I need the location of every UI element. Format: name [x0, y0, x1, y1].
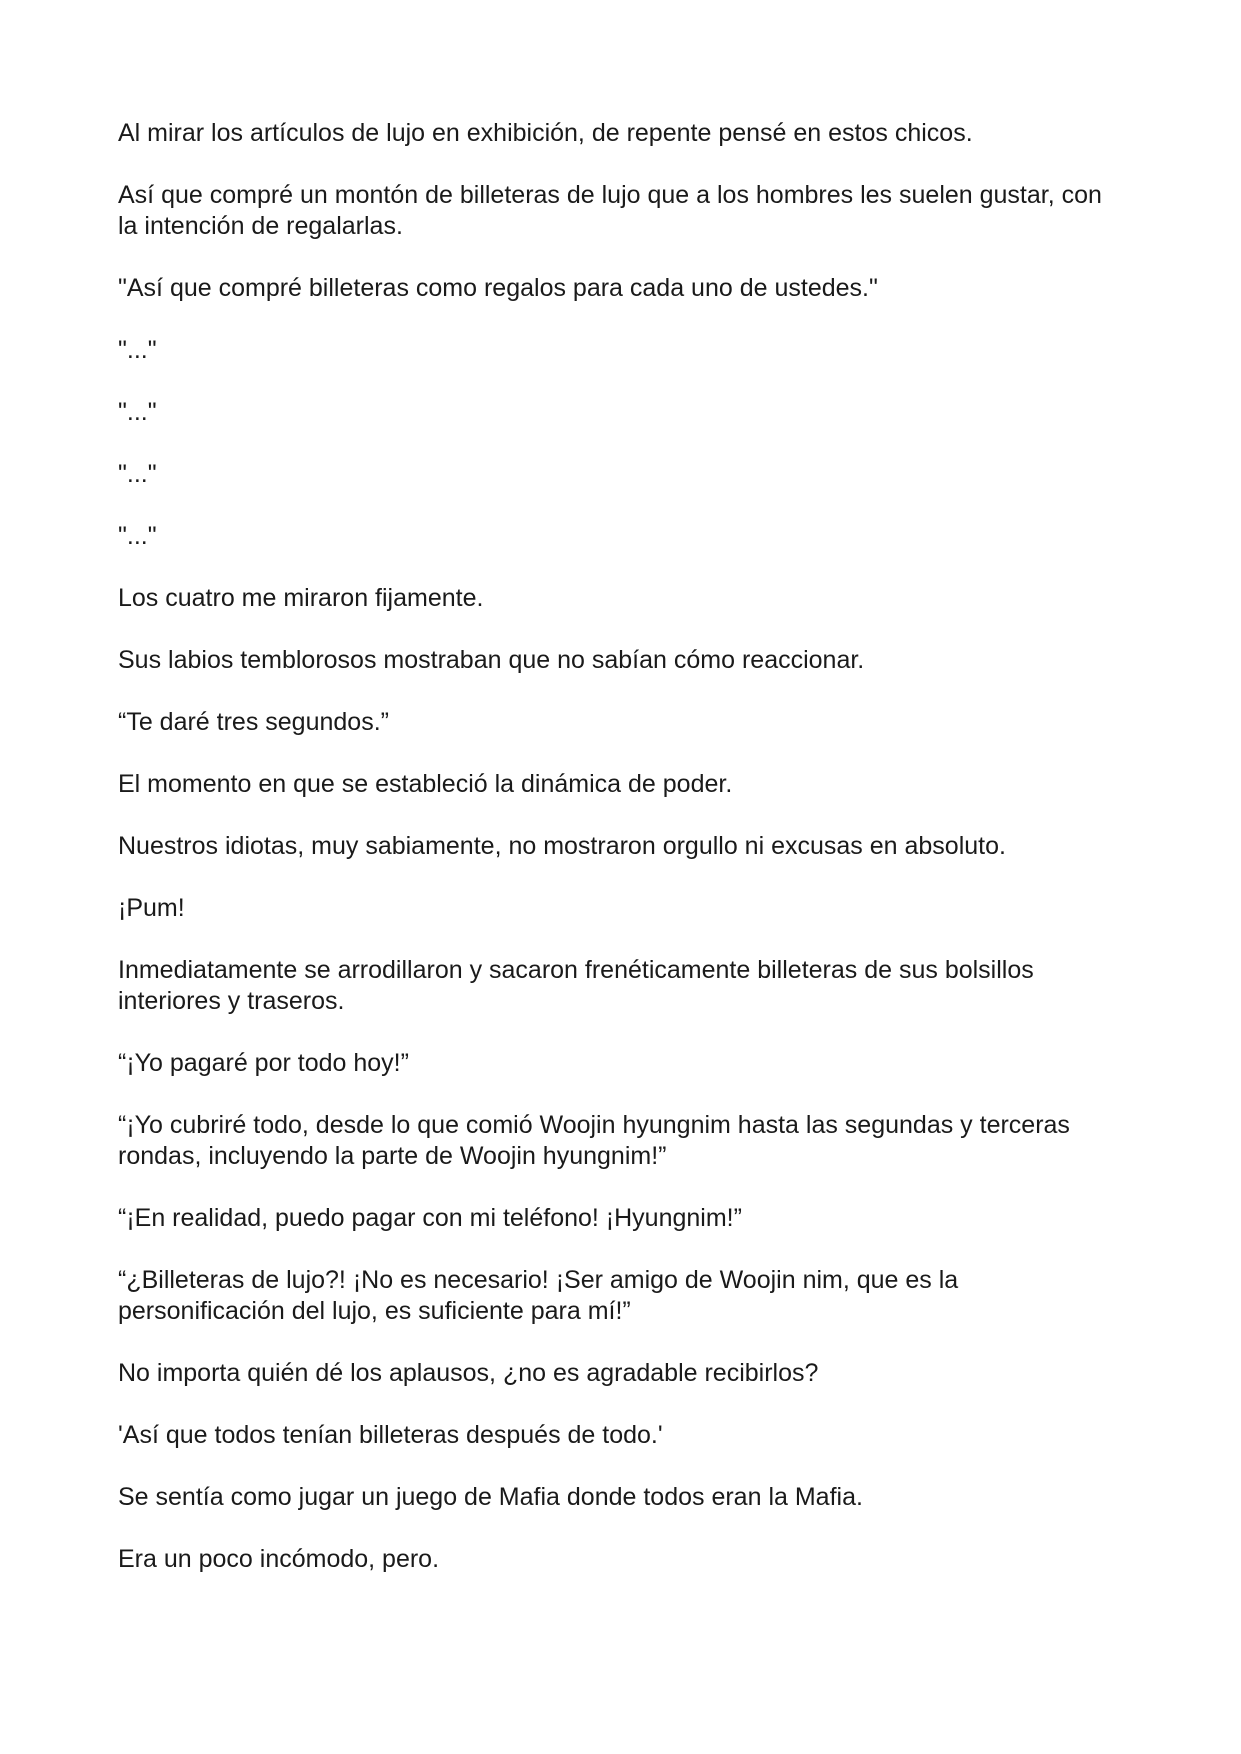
paragraph: ¡Pum! [118, 894, 185, 922]
dialogue-line: "..." [118, 460, 157, 488]
dialogue-line: “Te daré tres segundos.” [118, 708, 389, 736]
dialogue-line: “¿Billeteras de lujo?! ¡No es necesario! ¡Ser amigo de Woojin nim, que es la personificación del lujo, es suficiente para mí!” [118, 1266, 966, 1325]
dialogue-line: "Así que compré billeteras como regalos para cada uno de ustedes." [118, 274, 878, 302]
paragraph: Inmediatamente se arrodillaron y sacaron frenéticamente billeteras de sus bolsillos interiores y traseros. [118, 956, 1041, 1015]
dialogue-line: “¡Yo pagaré por todo hoy!” [118, 1049, 409, 1077]
thought-line: 'Así que todos tenían billeteras después de todo.' [118, 1421, 663, 1449]
dialogue-line: "..." [118, 522, 157, 550]
dialogue-line: "..." [118, 398, 157, 426]
document-page [118, 118, 1123, 1606]
paragraph: Se sentía como jugar un juego de Mafia donde todos eran la Mafia. [118, 1483, 863, 1511]
paragraph: Al mirar los artículos de lujo en exhibición, de repente pensé en estos chicos. [118, 119, 973, 147]
dialogue-line: “¡Yo cubriré todo, desde lo que comió Woojin hyungnim hasta las segundas y terceras rondas, incluyendo la parte de Woojin hyungnim!” [118, 1111, 1077, 1170]
dialogue-line: "..." [118, 336, 157, 364]
paragraph: Los cuatro me miraron fijamente. [118, 584, 484, 612]
dialogue-line: “¡En realidad, puedo pagar con mi teléfono! ¡Hyungnim!” [118, 1204, 742, 1232]
paragraph: Así que compré un montón de billeteras de lujo que a los hombres les suelen gustar, con la intención de regalarlas. [118, 181, 1109, 240]
paragraph: Sus labios temblorosos mostraban que no sabían cómo reaccionar. [118, 646, 865, 674]
paragraph: El momento en que se estableció la dinámica de poder. [118, 770, 733, 798]
paragraph: Nuestros idiotas, muy sabiamente, no mostraron orgullo ni excusas en absoluto. [118, 832, 1006, 860]
paragraph: Era un poco incómodo, pero. [118, 1545, 440, 1573]
paragraph: No importa quién dé los aplausos, ¿no es agradable recibirlos? [118, 1359, 819, 1387]
